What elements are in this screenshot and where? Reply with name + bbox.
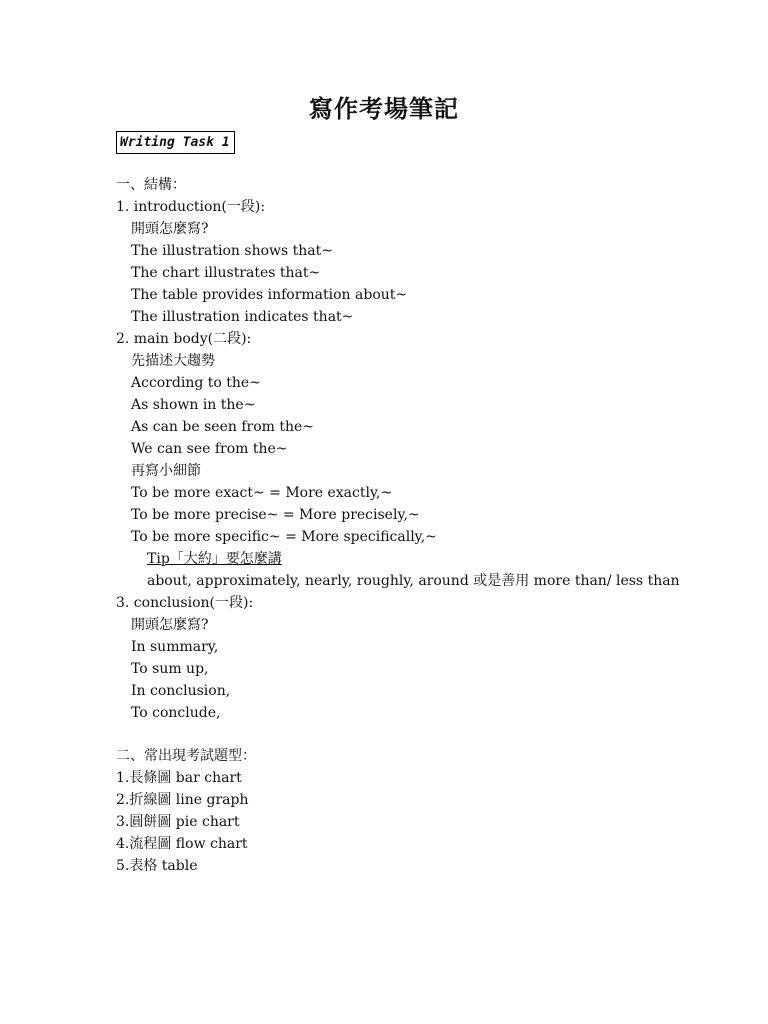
conclusion-line: To conclude, [131, 705, 221, 721]
detail-line: To be more exact~ = More exactly,~ [131, 485, 393, 501]
section2-heading: 二、常出現考試題型： [116, 748, 256, 764]
trend-heading: 先描述大趨勢 [131, 353, 215, 369]
trend-line: As shown in the~ [131, 397, 256, 413]
detail-line: To be more specific~ = More specifically,~ [131, 529, 437, 545]
intro-sub-heading: 開頭怎麼寫? [131, 221, 209, 237]
question-type-item: 2.折線圖 line graph [116, 792, 249, 808]
tip-line: about, approximately, nearly, roughly, around 或是善用 more than/ less than [147, 573, 680, 589]
intro-label: 1. introduction(一段): [116, 199, 266, 215]
question-type-item: 1.長條圖 bar chart [116, 770, 242, 786]
intro-line: The illustration shows that~ [131, 243, 333, 259]
task-label-box: Writing Task 1 [116, 131, 235, 154]
tip-heading: Tip「大約」要怎麼講 [147, 551, 282, 567]
intro-line: The chart illustrates that~ [131, 265, 321, 281]
detail-line: To be more precise~ = More precisely,~ [131, 507, 420, 523]
conclusion-line: In summary, [131, 639, 219, 655]
trend-line: As can be seen from the~ [131, 419, 315, 435]
trend-line: According to the~ [131, 375, 261, 391]
page-title: 寫作考場筆記 [309, 95, 459, 123]
conclusion-label: 3. conclusion(一段): [116, 595, 254, 611]
detail-heading: 再寫小細節 [131, 463, 201, 479]
conclusion-sub-heading: 開頭怎麼寫? [131, 617, 209, 633]
intro-line: The illustration indicates that~ [131, 309, 354, 325]
intro-line: The table provides information about~ [131, 287, 408, 303]
question-type-item: 3.圓餅圖 pie chart [116, 814, 240, 830]
trend-line: We can see from the~ [131, 441, 288, 457]
conclusion-line: To sum up, [131, 661, 209, 677]
conclusion-line: In conclusion, [131, 683, 231, 699]
question-type-item: 4.流程圖 flow chart [116, 836, 248, 852]
question-type-item: 5.表格 table [116, 858, 198, 874]
body-label: 2. main body(二段): [116, 331, 252, 347]
section1-heading: 一、結構： [116, 177, 186, 193]
